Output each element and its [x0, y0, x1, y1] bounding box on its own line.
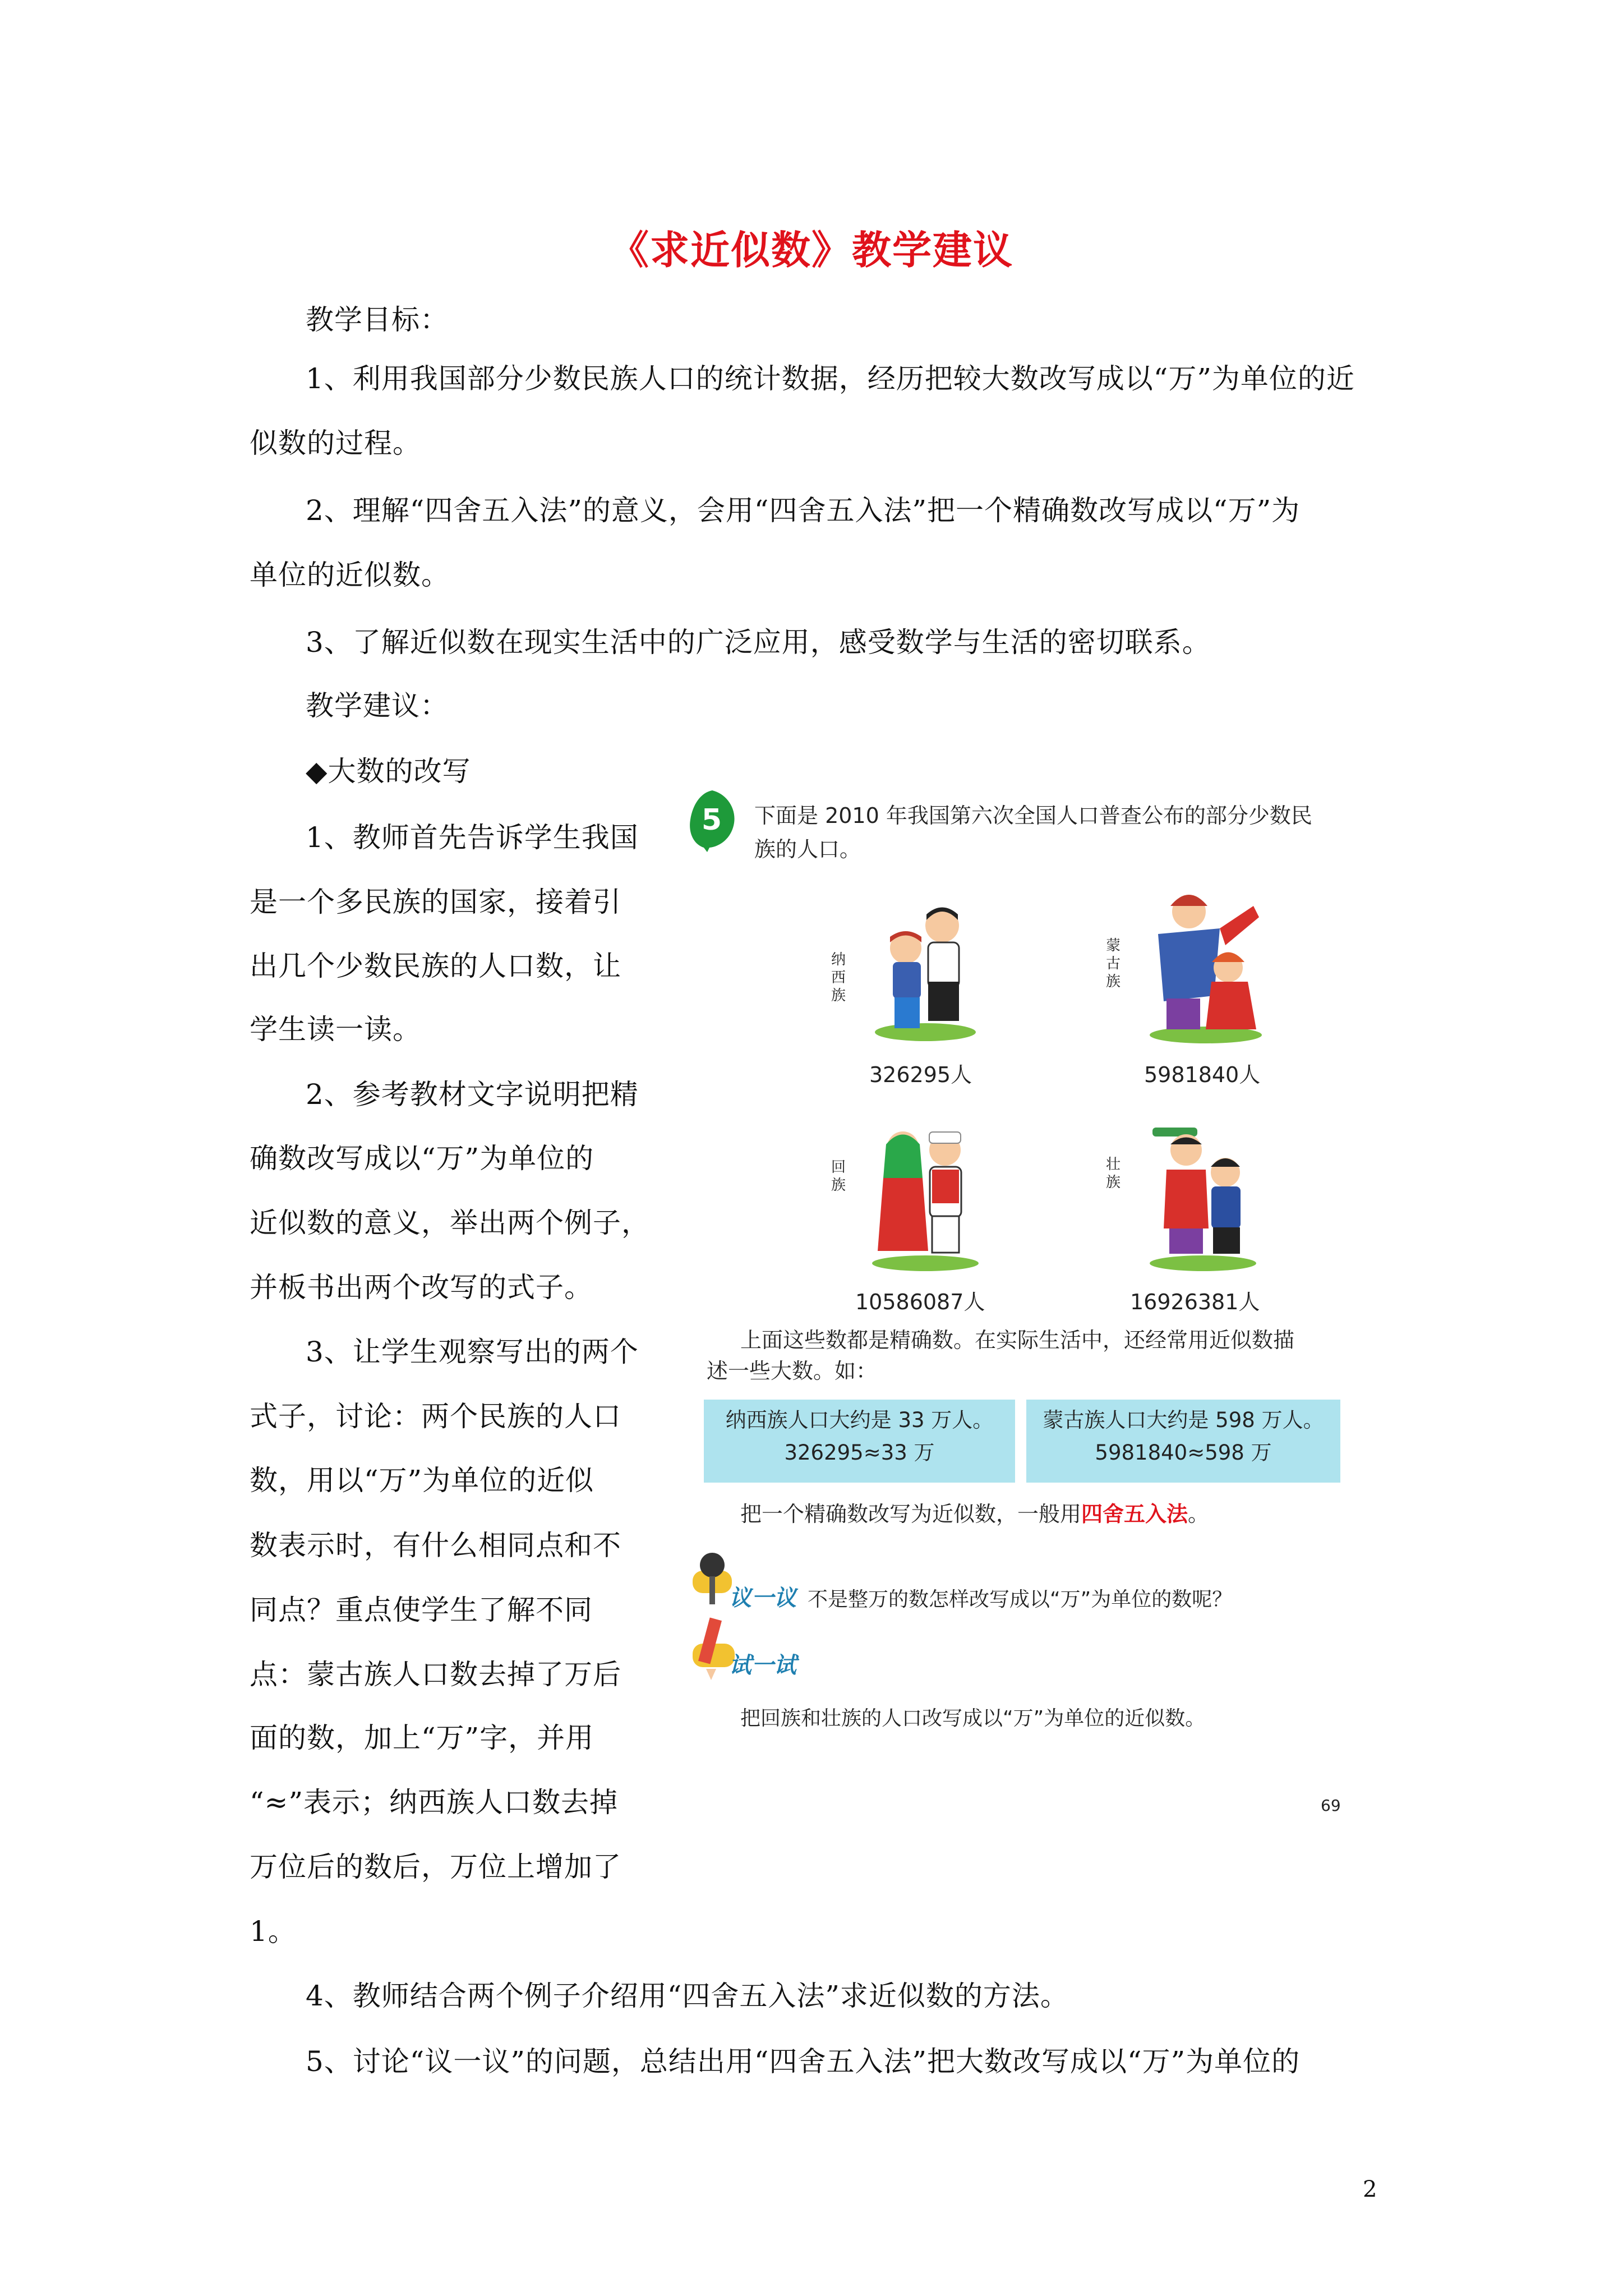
left-line-15: 面的数，加上“万”字，并用	[250, 1722, 594, 1754]
suggest-heading: 教学建议：	[306, 689, 449, 722]
left-line-16: “≈”表示；纳西族人口数去掉	[250, 1786, 619, 1819]
note-line-1: 上面这些数都是精确数。在实际生活中，还经常用近似数描	[740, 1328, 1295, 1352]
after-line-4: 4、教师结合两个例子介绍用“四舍五入法”求近似数的方法。	[306, 1980, 1069, 2012]
left-line-8: 并板书出两个改写的式子。	[250, 1271, 593, 1304]
left-line-14: 点：蒙古族人口数去掉了万后	[250, 1658, 621, 1691]
problem-number: 5	[701, 803, 722, 837]
rule-end: 。	[1188, 1502, 1210, 1526]
label-zhuang: 壮族	[1105, 1156, 1121, 1191]
rule-highlight: 四舍五入法	[1081, 1502, 1188, 1526]
zhuang-people-illustration	[1136, 1116, 1270, 1273]
population-hui: 10586087人	[855, 1290, 985, 1314]
left-line-18: 1。	[250, 1915, 297, 1948]
page-number: 2	[1363, 2177, 1377, 2202]
goal-1-line2: 似数的过程。	[250, 427, 421, 459]
intro-line-2: 族的人口。	[754, 837, 861, 862]
label-naxi: 纳西族	[831, 951, 846, 1004]
left-line-12: 数表示时，有什么相同点和不	[250, 1529, 621, 1562]
left-line-13: 同点？重点使学生了解不同	[250, 1594, 593, 1626]
left-line-9: 3、让学生观察写出的两个	[306, 1336, 639, 1368]
section-heading: ◆大数的改写	[306, 755, 471, 788]
try-label: 试一试	[729, 1653, 796, 1678]
naxi-example-box	[704, 1400, 1015, 1483]
try-text: 把回族和壮族的人口改写成以“万”为单位的近似数。	[740, 1707, 1206, 1730]
left-line-5: 2、参考教材文字说明把精	[306, 1078, 639, 1111]
after-line-5: 5、讨论“议一议”的问题，总结出用“四舍五入法”把大数改写成以“万”为单位的	[306, 2045, 1301, 2078]
left-line-2: 是一个多民族的国家，接着引	[250, 886, 621, 918]
left-line-7: 近似数的意义，举出两个例子，	[250, 1207, 650, 1239]
textbook-figure	[687, 788, 1357, 1837]
left-line-17: 万位后的数后，万位上增加了	[250, 1851, 621, 1883]
label-hui: 回族	[831, 1159, 846, 1194]
naxi-people-illustration	[858, 898, 993, 1043]
discuss-label: 议一议	[729, 1585, 796, 1611]
left-line-10: 式子，讨论：两个民族的人口	[250, 1400, 621, 1433]
goals-heading: 教学目标：	[306, 303, 449, 336]
book-page-number: 69	[1321, 1796, 1341, 1815]
label-mongol: 蒙古族	[1105, 937, 1121, 990]
rule-text: 把一个精确数改写为近似数，一般用	[740, 1502, 1082, 1526]
discuss-text: 不是整万的数怎样改写成以“万”为单位的数呢？	[808, 1588, 1233, 1611]
population-mongol: 5981840人	[1144, 1062, 1261, 1087]
hui-people-illustration	[858, 1116, 993, 1273]
goal-3-line1: 3、了解近似数在现实生活中的广泛应用，感受数学与生活的密切联系。	[306, 626, 1211, 659]
population-zhuang: 16926381人	[1130, 1290, 1260, 1314]
left-line-3: 出几个少数民族的人口数，让	[250, 950, 621, 982]
left-line-1: 1、教师首先告诉学生我国	[306, 821, 639, 854]
mongol-example-line1: 蒙古族人口大约是 598 万人。	[1043, 1408, 1324, 1432]
naxi-example-line2: 326295≈33 万	[784, 1441, 935, 1465]
rule-line	[740, 1503, 1209, 1525]
mongol-people-illustration	[1136, 884, 1276, 1046]
left-line-4: 学生读一读。	[250, 1013, 421, 1046]
intro-line-1: 下面是 2010 年我国第六次全国人口普查公布的部分少数民	[754, 803, 1312, 828]
left-line-6: 确数改写成以“万”为单位的	[250, 1142, 594, 1175]
page-title: 《求近似数》教学建议	[610, 227, 1013, 273]
mongol-example-line2: 5981840≈598 万	[1095, 1441, 1272, 1465]
goal-1-line1: 1、利用我国部分少数民族人口的统计数据，经历把较大数改写成以“万”为单位的近	[306, 362, 1355, 395]
note-line-2: 述一些大数。如：	[707, 1359, 878, 1383]
population-naxi: 326295人	[869, 1062, 972, 1087]
goal-2-line1: 2、理解“四舍五入法”的意义，会用“四舍五入法”把一个精确数改写成以“万”为	[306, 494, 1301, 527]
leaf-number-badge	[687, 788, 737, 853]
left-line-11: 数，用以“万”为单位的近似	[250, 1464, 594, 1497]
naxi-example-line1: 纳西族人口大约是 33 万人。	[725, 1408, 994, 1432]
mongol-example-box	[1026, 1400, 1340, 1483]
goal-2-line2: 单位的近似数。	[250, 559, 450, 591]
